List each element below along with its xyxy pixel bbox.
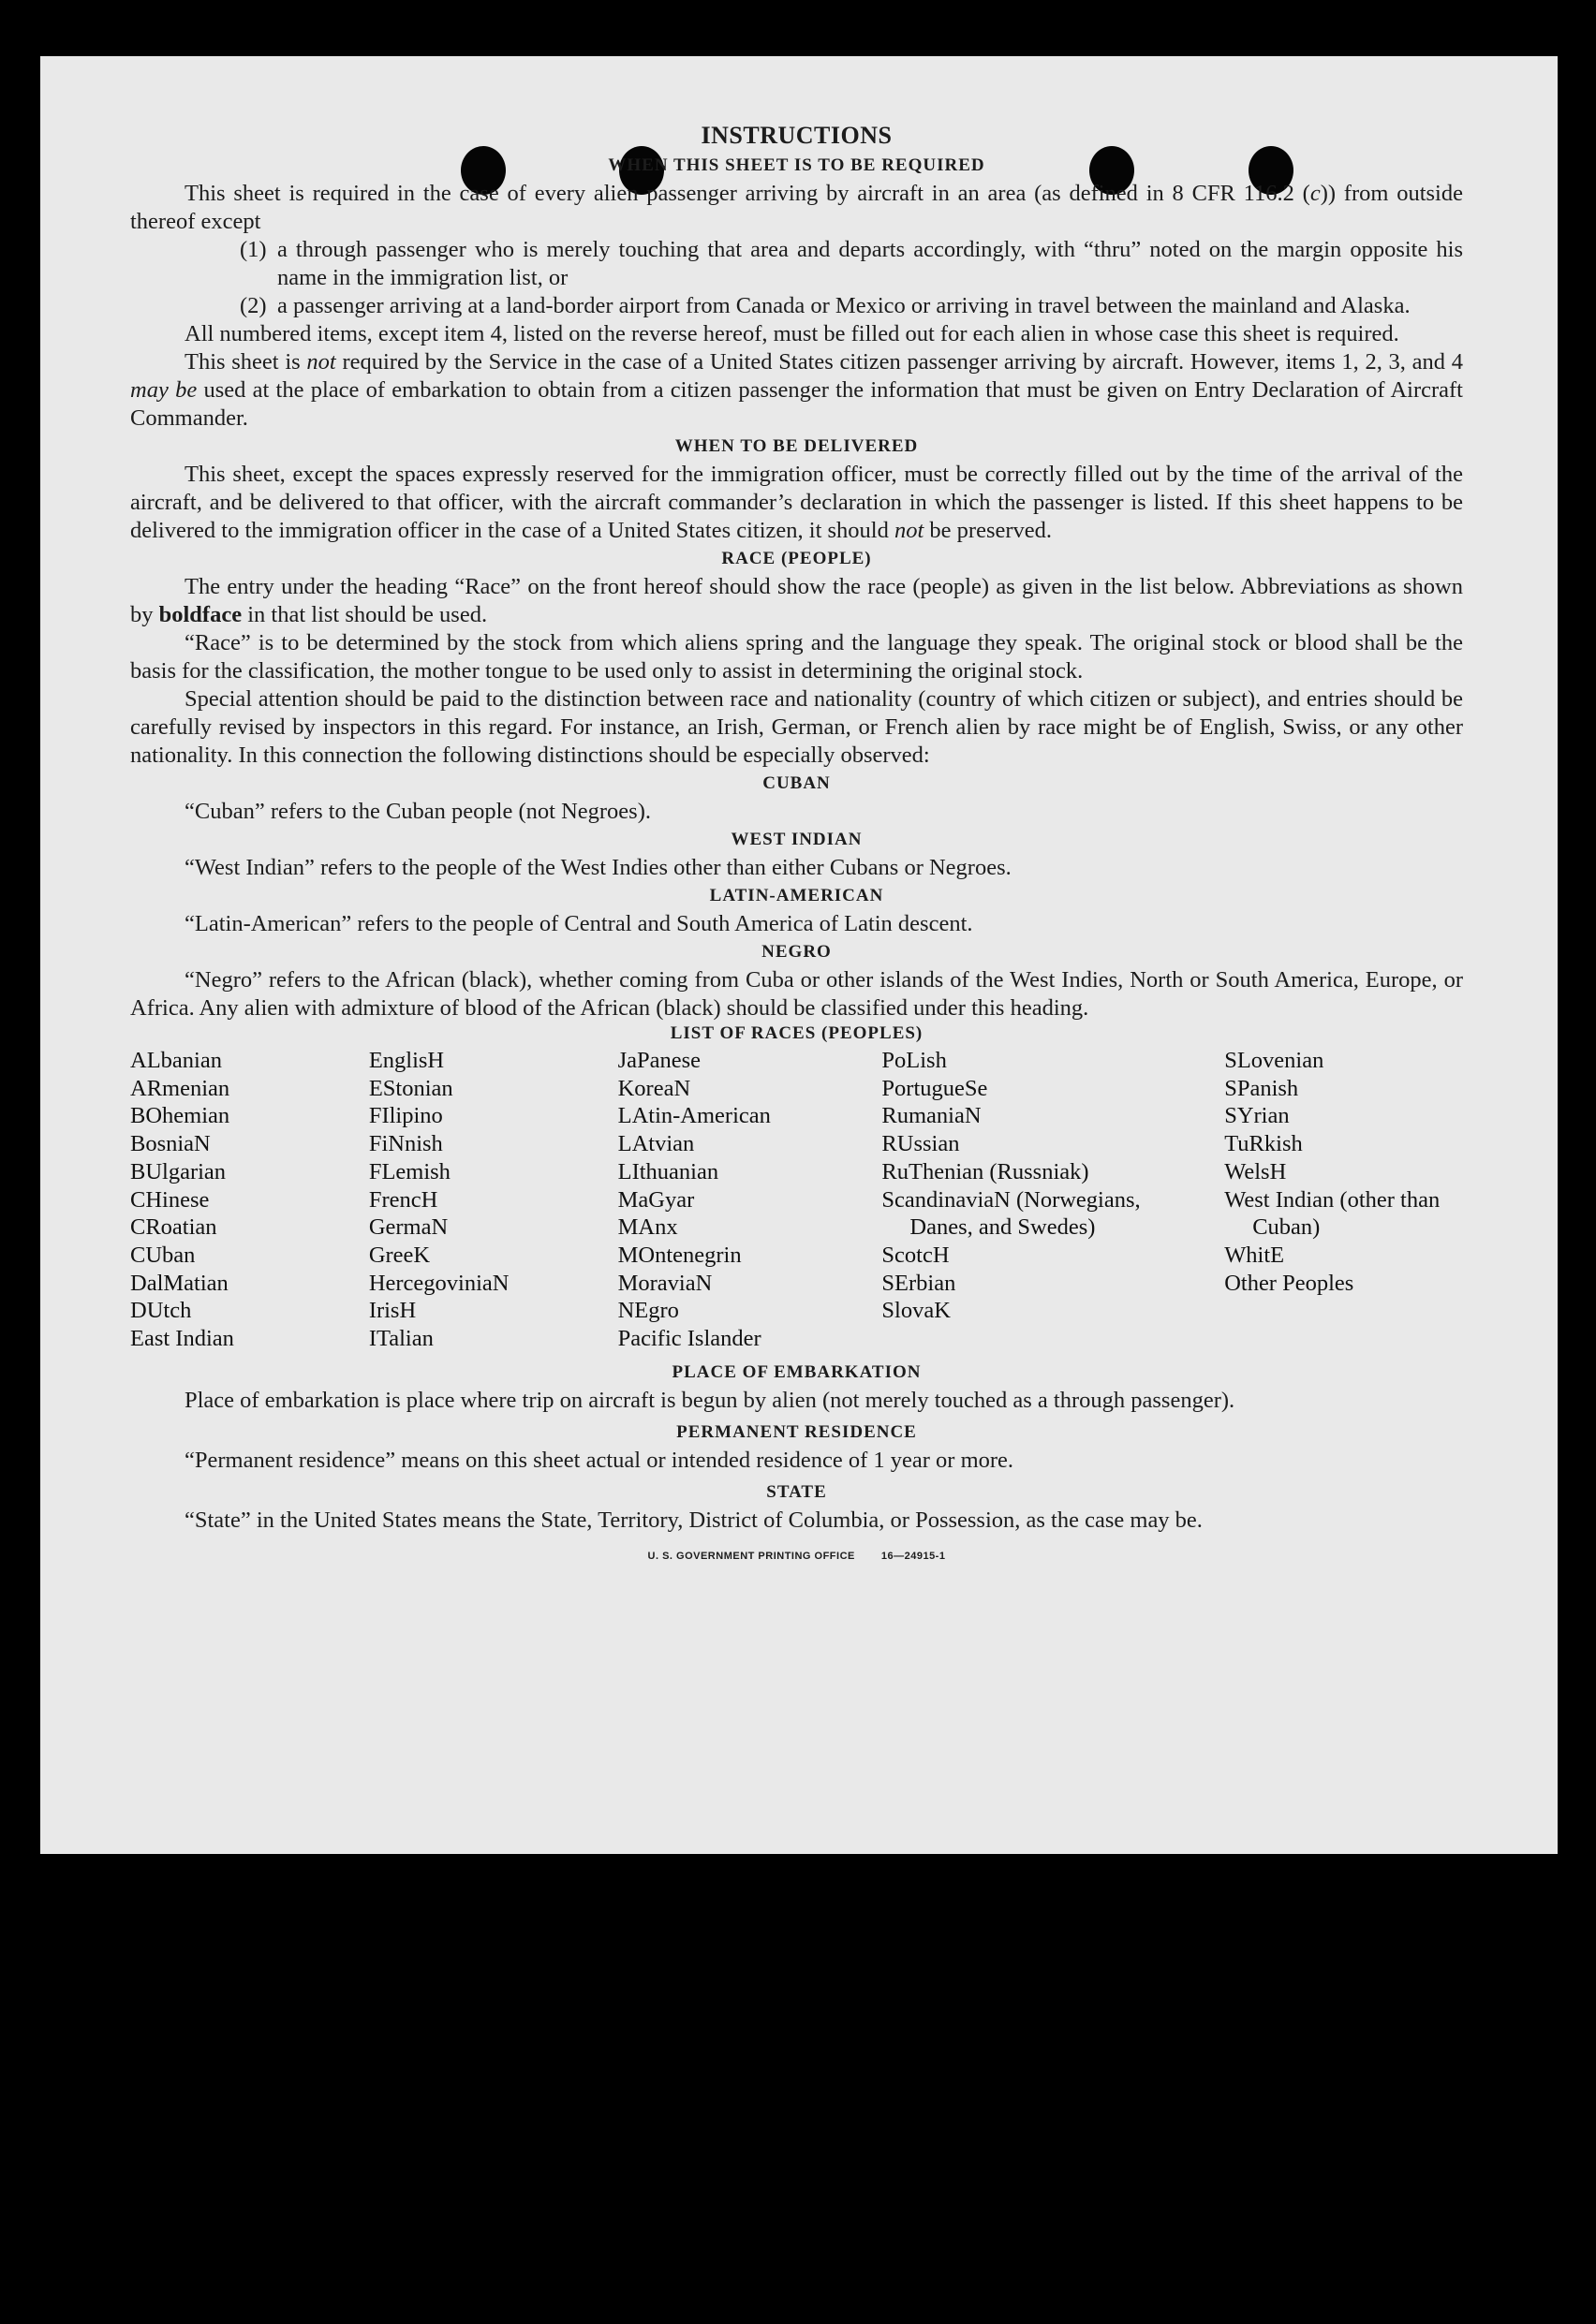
section-heading: PERMANENT RESIDENCE — [676, 1421, 917, 1442]
race-entry: BosniaN — [130, 1131, 211, 1157]
text: may be — [130, 377, 198, 403]
race-entry: CRoatian — [130, 1214, 217, 1241]
race-entry: CUban — [130, 1242, 196, 1268]
race-entry: SErbian — [881, 1270, 956, 1296]
race-entry: PoLish — [881, 1048, 947, 1073]
text: not — [306, 349, 336, 375]
section-heading: WHEN TO BE DELIVERED — [674, 436, 919, 456]
race-entry: RumaniaN — [881, 1103, 982, 1129]
paragraph: “Race” is to be determined by the stock from which aliens spring and the language they speak. The original stock or blood shall be the basis for the classification, the mother tongue to be used only to assist in determining the original stock. — [130, 630, 1463, 684]
race-entry: ITalian — [368, 1326, 434, 1352]
race-entry: LAtin-American — [617, 1103, 771, 1129]
text: boldface — [158, 602, 243, 627]
paragraph: Place of embarkation is place where trip on aircraft is begun by alien (not merely touched as a through passenger). — [185, 1387, 1235, 1413]
race-column — [1224, 1047, 1463, 1353]
race-entry: MoraviaN — [617, 1270, 713, 1296]
section-heading: CUBAN — [762, 773, 831, 793]
form-code: 16—24915-1 — [880, 1550, 946, 1562]
printer-imprint — [130, 1542, 1463, 1570]
race-entry: DUtch — [130, 1298, 192, 1324]
race-entry: JaPanese — [617, 1048, 702, 1073]
race-entry: Pacific Islander — [617, 1326, 761, 1352]
text: in that list should be used. — [242, 602, 488, 627]
race-entry: KoreaN — [617, 1075, 691, 1101]
race-entry: CHinese — [130, 1186, 210, 1213]
race-entry: ScandinaviaN (Norwegians, Danes, and Swedes) — [881, 1186, 1141, 1241]
race-entry: BOhemian — [130, 1103, 230, 1129]
text: c — [1309, 181, 1321, 206]
section-heading: STATE — [766, 1481, 827, 1502]
race-entry: MAnx — [617, 1214, 678, 1241]
section-heading: LATIN-AMERICAN — [709, 886, 884, 905]
text: This sheet is — [185, 349, 307, 375]
race-entry: HercegoviniaN — [368, 1270, 510, 1296]
race-entry: SYrian — [1224, 1103, 1290, 1129]
section-heading: RACE (PEOPLE) — [721, 549, 872, 568]
paragraph — [130, 348, 1463, 433]
race-entry: MOntenegrin — [617, 1242, 742, 1268]
race-entry: NEgro — [617, 1298, 679, 1324]
text: not — [894, 518, 924, 543]
race-entry: ScotcH — [881, 1242, 950, 1268]
race-entry: RUssian — [881, 1131, 960, 1157]
race-entry: SLovenian — [1224, 1048, 1324, 1073]
paragraph: “State” in the United States means the State, Territory, District of Columbia, or Possession, as the case may be. — [185, 1507, 1203, 1533]
paragraph — [130, 461, 1463, 545]
race-entry: West Indian (other than Cuban) — [1224, 1186, 1441, 1241]
race-entry: FiNnish — [368, 1131, 443, 1157]
paragraph — [130, 180, 1463, 236]
page-title: INSTRUCTIONS — [701, 122, 893, 149]
race-entry: ARmenian — [130, 1075, 230, 1101]
section-heading: NEGRO — [761, 942, 832, 962]
race-entry: RuThenian (Russniak) — [881, 1158, 1089, 1184]
race-list — [130, 1047, 1463, 1353]
race-entry: LAtvian — [617, 1131, 695, 1157]
race-column — [130, 1047, 369, 1353]
race-entry: ALbanian — [130, 1048, 222, 1073]
race-entry: GermaN — [368, 1214, 449, 1241]
text: )) from outside thereof except — [130, 181, 1463, 234]
paragraph: All numbered items, except item 4, listed on the reverse hereof, must be filled out for each alien in whose case this sheet is required. — [185, 321, 1399, 346]
printer-name: U. S. GOVERNMENT PRINTING OFFICE — [647, 1550, 855, 1562]
paragraph: “Negro” refers to the African (black), whether coming from Cuba or other islands of the West Indies, North or South America, Europe, or Africa. Any alien with admixture of blood of the African (black) should be classified under this heading. — [130, 967, 1463, 1021]
item-text: a passenger arriving at a land-border airport from Canada or Mexico or arriving in travel between the mainland and Alaska. — [277, 293, 1411, 318]
race-column — [369, 1047, 618, 1353]
section-heading: LIST OF RACES (PEOPLES) — [670, 1023, 924, 1043]
race-entry: FrencH — [368, 1186, 438, 1213]
section-heading: PLACE OF EMBARKATION — [672, 1361, 922, 1382]
list-item — [240, 292, 1463, 320]
item-number: (2) — [240, 293, 267, 318]
race-column — [881, 1047, 1153, 1353]
race-entry: EStonian — [368, 1075, 453, 1101]
race-entry: FLemish — [368, 1158, 451, 1184]
race-entry: GreeK — [368, 1242, 431, 1268]
race-entry: LIthuanian — [617, 1158, 719, 1184]
race-column — [618, 1047, 882, 1353]
race-entry: PortugueSe — [881, 1075, 988, 1101]
section-heading: WEST INDIAN — [731, 830, 863, 849]
race-entry: WelsH — [1224, 1158, 1287, 1184]
paragraph: “Permanent residence” means on this sheet actual or intended residence of 1 year or more. — [185, 1447, 1014, 1473]
race-entry: WhitE — [1224, 1242, 1285, 1268]
race-entry: DalMatian — [130, 1270, 229, 1296]
race-entry: Other Peoples — [1224, 1270, 1354, 1296]
text: required by the Service in the case of a United States citizen passenger arriving by aircraft. However, items 1, 2, 3, and 4 — [335, 349, 1463, 375]
race-entry: TuRkish — [1224, 1131, 1303, 1157]
paragraph: Special attention should be paid to the distinction between race and nationality (country of which citizen or subject), and entries should be carefully revised by inspectors in this regard. For instance, an Irish, German, or French alien by race might be of English, Swiss, or any other nationality. In this connection the following distinctions should be especially observed: — [130, 686, 1463, 768]
paragraph — [130, 573, 1463, 629]
text: used at the place of embarkation to obtain from a citizen passenger the information that must be given on Entry Declaration of Aircraft Commander. — [130, 377, 1463, 431]
text: This sheet is required in the case of every alien passenger arriving by aircraft in an area (as defined in 8 CFR 116.2 ( — [185, 181, 1310, 206]
race-entry: MaGyar — [617, 1186, 695, 1213]
race-entry: SPanish — [1224, 1075, 1299, 1101]
section-heading: WHEN THIS SHEET IS TO BE REQUIRED — [608, 155, 985, 175]
race-entry: IrisH — [368, 1298, 417, 1324]
race-entry: EnglisH — [368, 1048, 445, 1073]
paragraph: “Cuban” refers to the Cuban people (not Negroes). — [185, 799, 651, 824]
race-entry: FIlipino — [368, 1103, 443, 1129]
text: This sheet, except the spaces expressly reserved for the immigration officer, must be correctly filled out by the time of the arrival of the aircraft, and be delivered to that officer, with the aircraft commander’s declaration in which the passenger is listed. If this sheet happens to be delivered to the immigration officer in the case of a United States citizen, it should — [130, 462, 1463, 543]
paragraph: “West Indian” refers to the people of the West Indies other than either Cubans or Negroes. — [185, 855, 1012, 880]
text: be preserved. — [924, 518, 1053, 543]
paragraph: “Latin-American” refers to the people of Central and South America of Latin descent. — [185, 911, 973, 936]
item-text: a through passenger who is merely touching that area and departs accordingly, with “thru” noted on the margin opposite his name in the immigration list, or — [277, 237, 1463, 290]
race-entry: BUlgarian — [130, 1158, 227, 1184]
item-number: (1) — [240, 237, 267, 262]
list-item — [240, 236, 1463, 292]
race-entry: SlovaK — [881, 1298, 951, 1324]
instructions-body — [130, 120, 1463, 1570]
text: The entry under the heading “Race” on the front hereof should show the race (people) as given in the list below. Abbreviations as shown by — [130, 574, 1463, 627]
race-entry: East Indian — [130, 1326, 234, 1352]
